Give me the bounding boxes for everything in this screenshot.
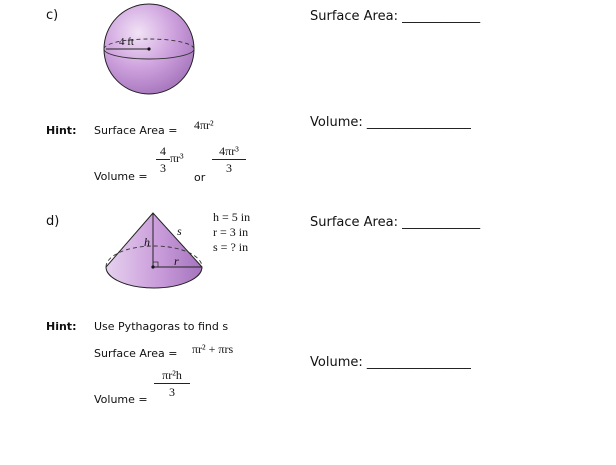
d-surface-area-text: Surface Area = xyxy=(94,347,178,360)
c-hint-label: Hint: xyxy=(46,124,77,137)
d-volume-frac-den: 3 xyxy=(169,385,175,399)
d-volume-frac-num: πr²h xyxy=(162,368,182,382)
cone-h-label: h xyxy=(144,235,150,249)
c-volume-text: Volume = xyxy=(94,170,148,183)
cone-givens xyxy=(213,210,250,255)
given-h: h = 5 in xyxy=(213,210,251,224)
c-volume-answer: Volume: ________________ xyxy=(310,115,471,130)
d-volume-fraction xyxy=(154,368,190,399)
c-volume-frac1-den: 3 xyxy=(160,161,166,175)
c-volume-frac2-num: 4πr³ xyxy=(219,144,239,158)
cone-r-label: r xyxy=(174,254,179,268)
or-text: or xyxy=(194,171,206,184)
c-volume-fraction-1 xyxy=(156,144,170,175)
problem-d-label: d) xyxy=(46,214,60,229)
c-volume-frac1-num: 4 xyxy=(160,144,166,158)
problem-c-label: c) xyxy=(46,8,59,23)
sphere-radius-label: 4 ft xyxy=(119,36,134,48)
pythagoras-text: Use Pythagoras to find s xyxy=(94,320,229,333)
c-volume-frac2-den: 3 xyxy=(226,161,232,175)
d-volume-text: Volume = xyxy=(94,393,148,406)
given-r: r = 3 in xyxy=(213,225,249,239)
sphere-diagram xyxy=(100,3,200,97)
d-surface-area-formula: πr² + πrs xyxy=(192,342,234,356)
c-surface-area-answer: Surface Area: ____________ xyxy=(310,9,481,24)
cone-diagram xyxy=(104,210,214,300)
d-hint-label: Hint: xyxy=(46,320,77,333)
d-volume-answer: Volume: ________________ xyxy=(310,355,471,370)
d-surface-area-answer: Surface Area: ____________ xyxy=(310,215,481,230)
c-surface-area-formula: 4πr² xyxy=(194,118,214,132)
c-volume-fraction-2 xyxy=(212,144,246,175)
given-s: s = ? in xyxy=(213,240,249,254)
c-volume-frac1-tail: πr³ xyxy=(170,151,184,165)
cone-s-label: s xyxy=(177,224,182,238)
c-surface-area-text: Surface Area = xyxy=(94,124,178,137)
